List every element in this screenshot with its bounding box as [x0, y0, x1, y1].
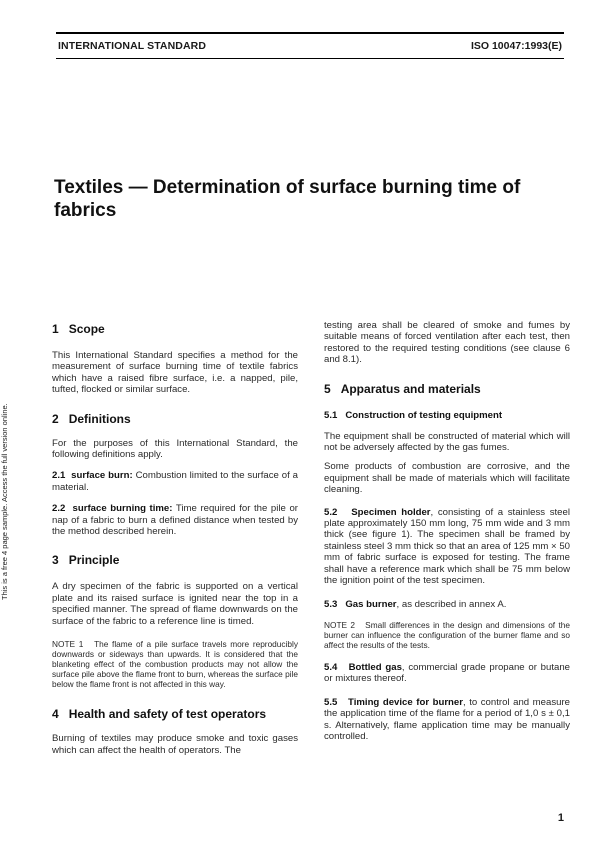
definition-surface-burning-time	[52, 503, 298, 537]
principle-heading	[52, 553, 298, 567]
apparatus-title: Apparatus and materials	[340, 381, 481, 396]
ventilation-text: testing area shall be cleared of smoke and fumes by suitable means of forced ventilation after each test, then restored to the required testing conditions (see clause 6 and 8.1).	[324, 320, 570, 366]
scope-heading	[52, 322, 298, 336]
definition-2-text: Time required for the pile or nap of a fabric to burn a defined distance when tested by the method described herein.	[52, 503, 298, 538]
construction-title: Construction of testing equipment	[345, 409, 503, 421]
specimen-holder-term: Specimen holder	[351, 506, 431, 518]
construction-text-2: Some products of combustion are corrosive, and the equipment shall be made of materials which will facilitate cleaning.	[324, 461, 570, 496]
note-1-label: NOTE 1	[52, 639, 84, 650]
principle-text: A dry specimen of the fabric is supported on a vertical plate and its raised surface is ignited near the top in a specified manner. The spread of flame downwards on the surface of the fabric to a reference line is timed.	[52, 581, 298, 627]
header-standard-number: ISO 10047:1993(E)	[470, 40, 562, 52]
gas-burner-number: 5.3	[324, 598, 338, 610]
construction-number: 5.1	[324, 409, 338, 421]
gas-burner-term: Gas burner	[345, 598, 397, 610]
timing-device-number: 5.5	[324, 696, 338, 708]
principle-number: 3	[52, 553, 59, 568]
definition-2-term: surface burning time:	[72, 503, 173, 515]
document-title: Textiles — Determination of surface burning time of fabrics	[54, 177, 521, 221]
bottled-gas-number: 5.4	[324, 661, 338, 673]
specimen-holder-clause	[324, 507, 570, 587]
bottled-gas-clause	[324, 662, 570, 685]
timing-device-clause	[324, 697, 570, 743]
specimen-holder-number: 5.2	[324, 506, 338, 518]
timing-device-term: Timing device for burner	[348, 696, 463, 708]
health-title: Health and safety of test operators	[68, 707, 267, 722]
definitions-heading	[52, 412, 298, 426]
scope-text: This International Standard specifies a method for the measurement of surface burning time of textile fabrics which have a raised fibre surface, i.e. a napped, pile, tufted, flocked or similar surface.	[52, 350, 298, 396]
scope-title: Scope	[68, 322, 105, 336]
sample-notice: This is a free 4 page sample. Access the full version online.	[0, 403, 9, 600]
principle-title: Principle	[68, 553, 120, 568]
construction-heading	[324, 410, 570, 421]
definition-1-term: surface burn:	[71, 470, 133, 482]
header-standard-type: INTERNATIONAL STANDARD	[58, 40, 207, 52]
apparatus-number: 5	[324, 381, 331, 396]
note-1-text: The flame of a pile surface travels more reproducibly downwards or sideways than upwards. It is considered that the blanketing effect of the combustion products may not allow the surface pile above the flame front to burn, whereas the surface pile below the flame front is not affected in this way.	[52, 639, 299, 690]
health-text: Burning of textiles may produce smoke and toxic gases which can affect the health of operators. The	[52, 733, 298, 756]
note-2-label: NOTE 2	[324, 619, 356, 630]
health-heading	[52, 707, 298, 721]
page-number: 1	[557, 812, 564, 824]
apparatus-heading	[324, 382, 570, 396]
left-column	[52, 320, 298, 756]
note-2-text: Small differences in the design and dimensions of the burner can influence the configuration of the burner flame and so affect the results of the tests.	[324, 619, 571, 650]
gas-burner-clause	[324, 599, 570, 610]
definitions-intro: For the purposes of this International Standard, the following definitions apply.	[52, 437, 298, 461]
health-number: 4	[52, 707, 59, 722]
definition-1-text: Combustion limited to the surface of a material.	[52, 470, 299, 493]
header-rule-bottom	[56, 58, 564, 59]
definition-1-number: 2.1	[52, 470, 66, 482]
bottled-gas-text: , commercial grade propane or butane or mixtures thereof.	[324, 661, 570, 685]
right-column	[324, 320, 570, 742]
definitions-number: 2	[52, 411, 59, 426]
header-rule-top	[56, 32, 564, 34]
note-1	[52, 639, 298, 689]
definition-2-number: 2.2	[52, 503, 66, 515]
construction-text-1: The equipment shall be constructed of material which will not be adversely affected by the gas fumes.	[324, 430, 570, 454]
timing-device-text: , to control and measure the application time of the flame for a period of 1,0 s ± 0,1 s. Alternatively, flame application time may be manually controlled.	[324, 696, 570, 742]
definitions-title: Definitions	[68, 411, 131, 426]
specimen-holder-text: , consisting of a stainless steel plate approximately 150 mm long, 75 mm wide and 3 mm thick (see figure 1). The specimen shall be framed by stainless steel 3 mm thick so that an area of 125 mm × 50 mm of fabric surface is exposed for testing. The frame shall have a reference mark which shall be 75 mm below the ignition point of the test specimen.	[324, 506, 570, 587]
scope-number: 1	[52, 322, 59, 336]
definition-surface-burn	[52, 470, 298, 493]
gas-burner-text: , as described in annex A.	[396, 598, 507, 610]
note-2	[324, 620, 570, 650]
bottled-gas-term: Bottled gas	[348, 661, 402, 673]
